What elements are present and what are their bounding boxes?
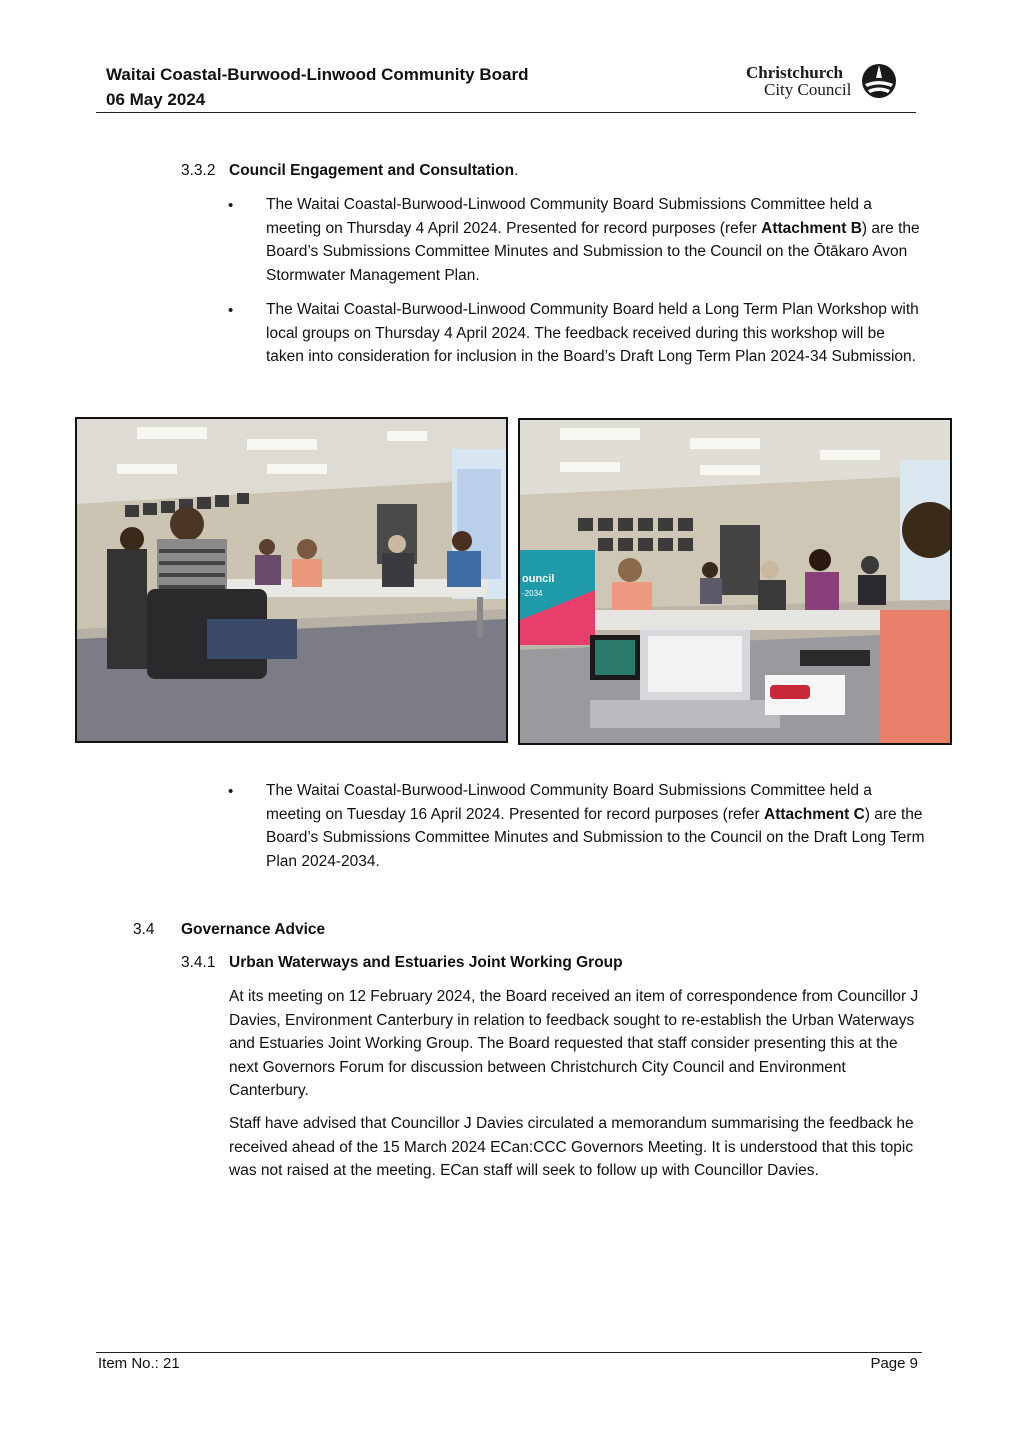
text-run: ) are the Board’s Submissions Committee Minutes and Submission to the Council on the Draft Long Term Plan 2024-2034. xyxy=(266,805,925,870)
board-name: Waitai Coastal-Burwood-Linwood Community Board xyxy=(106,65,529,84)
text-run: ) are the Board’s Submissions Committee Minutes and Submission to the Council on the Ōtākaro Avon Stormwater Management Plan. xyxy=(266,219,920,284)
footer-item-number: Item No.: 21 xyxy=(98,1355,180,1372)
workshop-photo-left xyxy=(75,417,508,743)
bullet-icon: • xyxy=(228,197,234,214)
bullet-paragraph-2: The Waitai Coastal-Burwood-Linwood Community Board held a Long Term Plan Workshop with local groups on Thursday 4 April 2024. The feedback received during this workshop will be taken into consideration for inclusion in the Board’s Draft Long Term Plan 2024-34 Submission. xyxy=(266,301,919,365)
bullet-paragraph-1 xyxy=(266,193,926,287)
section-number-332: 3.3.2 xyxy=(181,162,216,179)
heading-suffix: . xyxy=(514,162,519,179)
attachment-ref: Attachment B xyxy=(761,219,862,237)
cathedral-logo-icon xyxy=(860,62,898,100)
paragraph-341-2: Staff have advised that Councillor J Davies circulated a memorandum summarising the feedback he received ahead of the 15 March 2024 ECan:CCC Governors Meeting. It is understood that this topic was not raised at the meeting. ECan staff will seek to follow up with Councillor Davies. xyxy=(229,1115,914,1179)
screen-label-2: -2034 xyxy=(522,589,543,598)
header-block xyxy=(106,62,528,112)
header-divider xyxy=(96,112,916,113)
screen-label-1: ouncil xyxy=(522,573,555,585)
section-heading-341: Urban Waterways and Estuaries Joint Working Group xyxy=(229,954,623,971)
section-heading-332 xyxy=(229,159,518,182)
bullet-paragraph-3 xyxy=(266,779,926,873)
section-heading-34: Governance Advice xyxy=(181,921,326,938)
photo-illustration xyxy=(520,420,950,743)
photo-illustration xyxy=(77,419,506,741)
section-number-341: 3.4.1 xyxy=(181,954,216,971)
section-number-34: 3.4 xyxy=(133,921,155,938)
meeting-date: 06 May 2024 xyxy=(106,90,206,109)
paragraph-341-1: At its meeting on 12 February 2024, the Board received an item of correspondence from Councillor J Davies, Environment Canterbury in relation to feedback sought to re-establish the Urban Waterways and Estuaries Joint Working Group. The Board requested that staff consider presenting this at the next Governors Forum for discussion between Christchurch City Council and Environment Canterbury. xyxy=(229,988,919,1099)
workshop-photo-right xyxy=(518,418,952,745)
text-run: The Waitai Coastal-Burwood-Linwood Community Board Submissions Committee held a meeting on Tuesday 16 April 2024. Presented for record purposes (refer xyxy=(266,782,872,823)
bullet-icon: • xyxy=(228,783,234,800)
footer-page-number: Page 9 xyxy=(870,1355,918,1372)
text-run: The Waitai Coastal-Burwood-Linwood Community Board Submissions Committee held a meeting on Thursday 4 April 2024. Presented for record purposes (refer xyxy=(266,196,872,237)
bullet-icon: • xyxy=(228,302,234,319)
attachment-ref: Attachment C xyxy=(764,805,865,823)
council-logo xyxy=(746,62,901,104)
heading-text: Council Engagement and Consultation xyxy=(229,162,515,179)
logo-line1: Christchurch xyxy=(746,63,843,82)
footer-divider xyxy=(96,1352,922,1353)
logo-line2: City Council xyxy=(764,80,852,99)
